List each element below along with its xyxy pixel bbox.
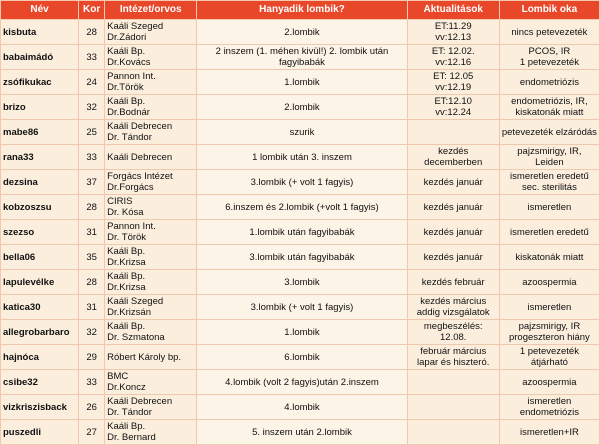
cell-nev: babaimádó <box>1 45 79 70</box>
cell-kor: 32 <box>79 95 105 120</box>
cell-hanyadik: 2.lombik <box>197 20 407 45</box>
orvos-line-1: Kaáli Bp. <box>107 321 146 332</box>
table-row <box>1 195 600 220</box>
cell-hanyadik: 2 inszem (1. méhen kivül!) 2. lombik után fagyibabák <box>197 45 407 70</box>
cell-orvos <box>105 320 197 345</box>
lombik-line-1: petevezeték elzáródás <box>501 126 597 138</box>
orvos-line-2: Dr. Török <box>107 232 147 243</box>
orvos-line-2: Dr.Koncz <box>107 382 146 393</box>
orvos-line-1: Kaáli Debrecen <box>107 151 173 163</box>
orvos-line-1: Forgács Intézet <box>107 171 173 182</box>
lombik-line-1: PCOS, IR <box>528 46 571 57</box>
cell-lombik-oka <box>499 195 599 220</box>
cell-hanyadik: 4.lombik (volt 2 fagyis)után 2.inszem <box>197 370 407 395</box>
cell-lombik-oka <box>499 145 599 170</box>
table-row <box>1 170 600 195</box>
cell-nev: lapulevélke <box>1 270 79 295</box>
cell-aktualitasok <box>407 45 499 70</box>
cell-orvos <box>105 45 197 70</box>
cell-nev: rana33 <box>1 145 79 170</box>
cell-orvos <box>105 245 197 270</box>
cell-lombik-oka <box>499 170 599 195</box>
cell-nev: kisbuta <box>1 20 79 45</box>
cell-hanyadik: 1.lombik <box>197 70 407 95</box>
cell-nev: vizkriszisback <box>1 395 79 420</box>
cell-nev: zsófikukac <box>1 70 79 95</box>
cell-hanyadik: 2.lombik <box>197 95 407 120</box>
cell-aktualitasok <box>407 420 499 445</box>
cell-lombik-oka <box>499 95 599 120</box>
cell-kor: 28 <box>79 20 105 45</box>
table-row <box>1 370 600 395</box>
cell-kor: 37 <box>79 170 105 195</box>
table-header-row <box>1 1 600 20</box>
orvos-line-1: Kaáli Bp. <box>107 271 146 282</box>
akt-line-1: kezdés február <box>421 276 485 288</box>
cell-nev: allegrobarbaro <box>1 320 79 345</box>
cell-lombik-oka <box>499 320 599 345</box>
orvos-line-1: Kaáli Bp. <box>107 246 146 257</box>
cell-lombik-oka <box>499 395 599 420</box>
orvos-line-2: Dr.Forgács <box>107 182 154 193</box>
akt-line-1: kezdés decemberben <box>424 146 483 168</box>
cell-aktualitasok <box>407 220 499 245</box>
akt-line-2: vv:12.19 <box>435 82 472 93</box>
orvos-line-1: Kaáli Bp. <box>107 421 146 432</box>
akt-line-1: kezdés január <box>423 251 483 263</box>
akt-line-2: vv:12.24 <box>435 107 472 118</box>
table-row <box>1 345 600 370</box>
cell-kor: 31 <box>79 295 105 320</box>
cell-nev: csibe32 <box>1 370 79 395</box>
column-header-nev: Név <box>1 1 79 20</box>
akt-line-1: kezdés március <box>420 296 487 307</box>
lombik-line-1: 1 petevezeték átjárható <box>519 346 579 368</box>
cell-lombik-oka <box>499 120 599 145</box>
cell-orvos <box>105 120 197 145</box>
akt-line-1: ET: 12.05 <box>433 71 474 82</box>
cell-kor: 28 <box>79 270 105 295</box>
lombik-line-2: endometriózis <box>519 407 579 418</box>
table-row <box>1 295 600 320</box>
cell-hanyadik: 6.inszem és 2.lombik (+volt 1 fagyis) <box>197 195 407 220</box>
cell-aktualitasok <box>407 70 499 95</box>
lombik-line-1: ismeretlen eredetű <box>510 226 589 238</box>
orvos-line-1: Kaáli Debrecen <box>107 396 173 407</box>
cell-orvos <box>105 145 197 170</box>
lombik-line-1: nincs petevezeték <box>511 26 588 38</box>
orvos-line-1: Róbert Károly bp. <box>107 351 182 363</box>
cell-aktualitasok <box>407 145 499 170</box>
cell-hanyadik: 3.lombik (+ volt 1 fagyis) <box>197 170 407 195</box>
cell-aktualitasok <box>407 395 499 420</box>
orvos-line-2: Dr. Kósa <box>107 207 144 218</box>
cell-kor: 35 <box>79 245 105 270</box>
table-row <box>1 120 600 145</box>
table-row <box>1 20 600 45</box>
cell-kor: 32 <box>79 320 105 345</box>
cell-nev: bella06 <box>1 245 79 270</box>
akt-line-1: megbeszélés: 12.08. <box>423 321 483 343</box>
orvos-line-1: Kaáli Debrecen <box>107 121 173 132</box>
orvos-line-2: Dr.Krizsa <box>107 282 146 293</box>
cell-nev: katica30 <box>1 295 79 320</box>
lombik-line-1: pajzsmirigy, IR <box>518 321 581 332</box>
cell-aktualitasok <box>407 370 499 395</box>
akt-line-2: addig vizsgálatok <box>416 307 490 318</box>
table-row <box>1 270 600 295</box>
cell-orvos <box>105 270 197 295</box>
akt-line-1: kezdés január <box>423 226 483 238</box>
cell-hanyadik: szurik <box>197 120 407 145</box>
cell-kor: 25 <box>79 120 105 145</box>
table-row <box>1 145 600 170</box>
cell-aktualitasok <box>407 270 499 295</box>
cell-lombik-oka <box>499 370 599 395</box>
cell-hanyadik: 1 lombik után 3. inszem <box>197 145 407 170</box>
cell-orvos <box>105 395 197 420</box>
orvos-line-1: Kaáli Szeged <box>107 21 164 32</box>
lombik-line-1: azoospermia <box>522 276 577 288</box>
table-row <box>1 245 600 270</box>
lombik-line-1: pajzsmirigy, IR, Leiden <box>517 146 582 168</box>
akt-line-1: ET:12.10 <box>434 96 472 107</box>
cell-nev: kobzoszsu <box>1 195 79 220</box>
lombik-line-1: endometriózis, IR, <box>511 96 588 107</box>
orvos-line-2: Dr. Szmatona <box>107 332 165 343</box>
lombik-line-1: ismeretlen <box>527 201 572 213</box>
cell-kor: 33 <box>79 145 105 170</box>
table-row <box>1 45 600 70</box>
cell-aktualitasok <box>407 120 499 145</box>
cell-orvos <box>105 195 197 220</box>
cell-kor: 31 <box>79 220 105 245</box>
cell-lombik-oka <box>499 245 599 270</box>
cell-aktualitasok <box>407 345 499 370</box>
orvos-line-2: Dr. Tándor <box>107 407 152 418</box>
cell-hanyadik: 3.lombik (+ volt 1 fagyis) <box>197 295 407 320</box>
cell-hanyadik: 5. inszem után 2.lombik <box>197 420 407 445</box>
column-header-hanyadik: Hanyadik lombik? <box>197 1 407 20</box>
cell-nev: szezso <box>1 220 79 245</box>
lombik-line-2: sec. sterilitás <box>521 182 577 193</box>
cell-lombik-oka <box>499 420 599 445</box>
cell-kor: 24 <box>79 70 105 95</box>
column-header-lombik-oka: Lombik oka <box>499 1 599 20</box>
cell-orvos <box>105 420 197 445</box>
lombik-line-1: ismeretlen <box>527 396 572 407</box>
cell-lombik-oka <box>499 45 599 70</box>
orvos-line-2: Dr. Bernard <box>107 432 156 443</box>
cell-aktualitasok <box>407 95 499 120</box>
cell-orvos <box>105 345 197 370</box>
orvos-line-2: Dr.Krizsa <box>107 257 146 268</box>
cell-hanyadik: 3.lombik után fagyibabák <box>197 245 407 270</box>
orvos-line-1: Kaáli Bp. <box>107 46 146 57</box>
column-header-aktualitasok: Aktualitások <box>407 1 499 20</box>
orvos-line-2: Dr. Tándor <box>107 132 152 143</box>
cell-nev: dezsina <box>1 170 79 195</box>
cell-hanyadik: 4.lombik <box>197 395 407 420</box>
lombik-line-1: ismeretlen eredetű <box>510 171 589 182</box>
cell-lombik-oka <box>499 295 599 320</box>
cell-hanyadik: 1.lombik <box>197 320 407 345</box>
orvos-line-1: Pannon Int. <box>107 221 156 232</box>
cell-orvos <box>105 170 197 195</box>
cell-kor: 28 <box>79 195 105 220</box>
cell-hanyadik: 6.lombik <box>197 345 407 370</box>
orvos-line-1: Kaáli Szeged <box>107 296 164 307</box>
table-row <box>1 95 600 120</box>
cell-hanyadik: 1.lombik után fagyibabák <box>197 220 407 245</box>
lombik-line-2: kiskatonák miatt <box>515 107 584 118</box>
column-header-kor: Kor <box>79 1 105 20</box>
cell-lombik-oka <box>499 220 599 245</box>
orvos-line-1: Pannon Int. <box>107 71 156 82</box>
orvos-line-1: Kaáli Bp. <box>107 96 146 107</box>
cell-nev: puszedli <box>1 420 79 445</box>
cell-kor: 33 <box>79 370 105 395</box>
table-row <box>1 220 600 245</box>
cell-nev: hajnóca <box>1 345 79 370</box>
cell-kor: 29 <box>79 345 105 370</box>
lombik-line-1: ismeretlen <box>527 301 572 313</box>
cell-orvos <box>105 220 197 245</box>
orvos-line-2: Dr.Török <box>107 82 144 93</box>
orvos-line-1: CIRIS <box>107 196 133 207</box>
cell-orvos <box>105 95 197 120</box>
cell-nev: mabe86 <box>1 120 79 145</box>
lombik-line-2: progeszteron hiány <box>508 332 590 343</box>
cell-kor: 26 <box>79 395 105 420</box>
orvos-line-2: Dr.Bodnár <box>107 107 150 118</box>
akt-line-1: ET:11.29 <box>434 21 472 32</box>
akt-line-2: vv:12.16 <box>435 57 472 68</box>
cell-hanyadik: 3.lombik <box>197 270 407 295</box>
lombik-line-2: 1 petevezeték <box>519 57 579 68</box>
table-row <box>1 420 600 445</box>
akt-line-2: vv:12.13 <box>435 32 472 43</box>
lombik-line-1: ismeretlen+IR <box>519 426 579 438</box>
cell-kor: 27 <box>79 420 105 445</box>
cell-nev: brizo <box>1 95 79 120</box>
table-row <box>1 395 600 420</box>
cell-aktualitasok <box>407 170 499 195</box>
cell-orvos <box>105 370 197 395</box>
akt-line-1: ET: 12.02. <box>431 46 475 57</box>
cell-lombik-oka <box>499 345 599 370</box>
lombik-line-1: endometriózis <box>519 76 579 88</box>
cell-lombik-oka <box>499 70 599 95</box>
orvos-line-2: Dr.Krizsán <box>107 307 151 318</box>
column-header-orvos: Intézet/orvos <box>105 1 197 20</box>
cell-orvos <box>105 70 197 95</box>
orvos-line-1: BMC <box>107 371 129 382</box>
orvos-line-2: Dr.Kovács <box>107 57 151 68</box>
lombik-line-1: kiskatonák miatt <box>515 251 584 263</box>
cell-aktualitasok <box>407 195 499 220</box>
cell-orvos <box>105 20 197 45</box>
cell-lombik-oka <box>499 270 599 295</box>
table-row <box>1 70 600 95</box>
cell-aktualitasok <box>407 295 499 320</box>
orvos-line-2: Dr.Zádori <box>107 32 147 43</box>
akt-line-1: kezdés január <box>423 201 483 213</box>
cell-aktualitasok <box>407 320 499 345</box>
cell-lombik-oka <box>499 20 599 45</box>
table-row <box>1 320 600 345</box>
cell-aktualitasok <box>407 245 499 270</box>
lombik-line-1: azoospermia <box>522 376 577 388</box>
akt-line-2: lapar és hiszteró. <box>417 357 490 368</box>
cell-aktualitasok <box>407 20 499 45</box>
cell-kor: 33 <box>79 45 105 70</box>
cell-orvos <box>105 295 197 320</box>
akt-line-1: kezdés január <box>423 176 483 188</box>
akt-line-1: február március <box>420 346 487 357</box>
